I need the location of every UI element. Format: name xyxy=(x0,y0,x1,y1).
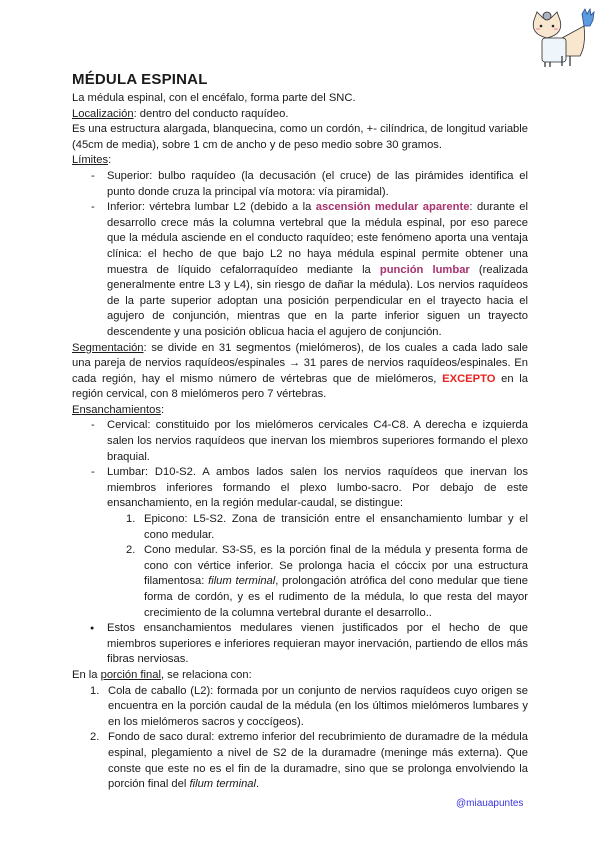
list-item-cono-medular: 2. Cono medular. S3-S5, es la porción final de la médula y presenta forma de cono con vértice inferior. Se prolonga hacia el cóccix por una estructura filamentosa: filum terminal, prolongación atrófica del cono medular que tiene forma de cordón, y es el rudimento de la médula, lo que resta del mayor crecimiento de la columna vertebral durante el desarrollo.. xyxy=(126,544,528,619)
limite-inferior: - Inferior: vértebra lumbar L2 (debido a la ascensión medular aparente: durante el desarrollo crece más la columna vertebral que la médula espinal, por eso parece que la médula asciende en el conducto raquídeo; este fenómeno aporta una ventaja clínica: el hecho de que bajo L2 no haya médula espinal permite obtener una muestra de líquido cefalorraquídeo mediante la punción lumbar (realizada generalmente entre L3 y L4), sin riesgo de dañar la médula). Los nervios raquídeos de la parte superior adoptan una posición perpendicular en el trayecto hacia el agujero de conjunción, mientras que en la parte inferior siguen un trayecto descendente y una posición oblicua hacia el agujero de conjunción. xyxy=(72,200,528,340)
ensanchamiento-lumbar: - Lumbar: D10-S2. A ambos lados salen los nervios raquídeos que inervan los miembros inferiores formando el plexo lumbo-sacro. Por debajo de este ensanchamiento, en la región medular-caudal, se distingue: xyxy=(72,465,528,512)
intro-paragraph: La médula espinal, con el encéfalo, forma parte del SNC. xyxy=(72,92,356,104)
ensanchamientos-heading: Ensanchamientos: xyxy=(72,403,165,416)
list-item-epicono: 1. Epicono: L5-S2. Zona de transición entre el ensanchamiento lumbar y el cono medular. xyxy=(126,513,528,541)
cat-doctor-illustration xyxy=(520,8,600,70)
limites-heading: Límites: xyxy=(72,154,112,167)
porcion-final-paragraph: En la porción final, se relaciona con: xyxy=(72,668,252,681)
porcion-final-list xyxy=(90,684,528,793)
localizacion-paragraph: Localización: dentro del conducto raquídeo. xyxy=(72,107,289,120)
footer-handle: @miauapuntes xyxy=(456,798,524,809)
ensanchamiento-cervical: - Cervical: constituido por los mielómeros cervicales C4-C8. A derecha e izquierda salen los nervios raquídeos que inervan los miembros superiores formando el plexo braquial. xyxy=(72,418,528,465)
puncion-lumbar-highlight: punción lumbar xyxy=(379,263,470,276)
limite-superior: - Superior: bulbo raquídeo (la decusación (el cruce) de las pirámides identifica el punto donde cruza la principal vía motora: vía piramidal). xyxy=(72,169,528,200)
ensanchamientos-note: ● Estos ensanchamientos medulares vienen justificados por el hecho de que miembros superiores e inferiores requieran mayor inervación, partiendo de ellos más fibras nerviosas. xyxy=(72,621,528,668)
limites-list xyxy=(72,169,528,341)
segmentacion-paragraph: Segmentación: se divide en 31 segmentos (mielómeros), de los cuales a cada lado sale una pareja de nervios raquídeos/espinales → 31 pares de nervios raquídeos/espinales. En cada región, hay el mismo número de vértebras que de mielómeros, EXCEPTO en la región cervical, con 8 mielómeros pero 7 vértebras. xyxy=(72,341,529,401)
ensanchamientos-list xyxy=(72,418,528,512)
page-title: MÉDULA ESPINAL xyxy=(72,71,208,88)
document-page xyxy=(72,70,528,793)
list-item-fondo-saco-dural: 2. Fondo de saco dural: extremo inferior del recubrimiento de duramadre de la médula espinal, plegamiento a nivel de S2 de la duramadre (meninge más externa). Que conste que este no es el fin de la duramadre, sino que se prolonga envolviendo la porción final del filum terminal. xyxy=(90,731,528,791)
descripcion-paragraph: Es una estructura alargada, blanquecina, como un cordón, +- cilíndrica, de longitud variable (45cm de media), sobre 1 cm de ancho y de peso medio sobre 30 gramos. xyxy=(72,123,528,151)
localizacion-label: Localización xyxy=(72,107,134,120)
ascension-highlight: ascensión medular aparente xyxy=(315,201,470,214)
list-item-cola-caballo: 1. Cola de caballo (L2): formada por un conjunto de nervios raquídeos cuyo origen se encuentra en la porción caudal de la médula (en los últimos mielómeros lumbares y en los mielómeros sacros y coccígeos). xyxy=(90,684,528,728)
excepto-highlight: EXCEPTO xyxy=(442,372,496,385)
region-medular-caudal-list xyxy=(126,512,528,621)
